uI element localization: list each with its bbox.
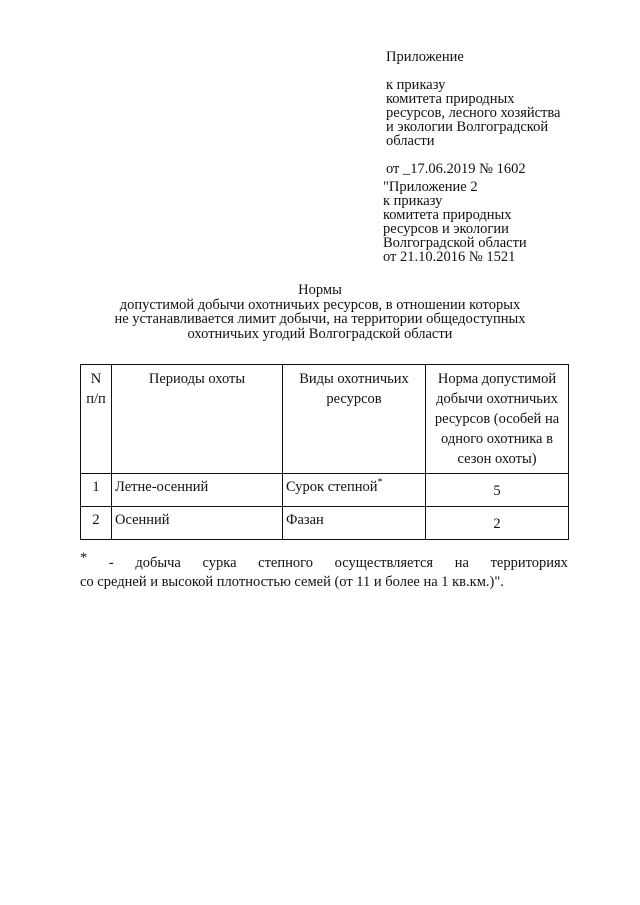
appendix-line: к приказу bbox=[386, 77, 446, 93]
footnote-word: на bbox=[454, 555, 469, 571]
footnote-star: * bbox=[80, 550, 88, 566]
heading-line: не устанавливается лимит добычи, на территории общедоступных bbox=[114, 311, 526, 327]
cell-period: Летне-осенний bbox=[112, 474, 283, 507]
footnote-mark: * bbox=[377, 477, 383, 489]
norms-table bbox=[80, 364, 569, 540]
table-row bbox=[81, 474, 569, 507]
appendix-line: комитета природных bbox=[386, 91, 515, 107]
header-species bbox=[283, 365, 426, 474]
footnote-word: добыча bbox=[135, 555, 181, 571]
appendix2-line: ресурсов и экологии bbox=[383, 221, 509, 237]
header-period bbox=[112, 365, 283, 474]
species-name: Сурок степной bbox=[286, 479, 378, 495]
appendix-line: и экологии Волгоградской bbox=[386, 119, 549, 135]
cell-species bbox=[283, 474, 426, 507]
cell-species bbox=[283, 507, 426, 540]
footnote-word: территориях bbox=[490, 555, 568, 571]
species-name: Фазан bbox=[286, 512, 324, 528]
appendix2-line: комитета природных bbox=[383, 207, 512, 223]
header-period-label: Периоды охоты bbox=[148, 371, 246, 387]
header-num-label: N п/п bbox=[86, 371, 106, 407]
appendix2-line: от 21.10.2016 № 1521 bbox=[383, 249, 516, 265]
table-header-row bbox=[81, 365, 569, 474]
header-norm bbox=[426, 365, 569, 474]
appendix-line: области bbox=[386, 133, 435, 149]
footnote bbox=[80, 550, 568, 592]
appendix-block bbox=[386, 50, 560, 176]
footnote-word: осуществляется bbox=[334, 555, 434, 571]
appendix2-block bbox=[383, 180, 527, 264]
appendix-title: Приложение bbox=[386, 49, 464, 65]
heading-title: Нормы bbox=[298, 282, 342, 298]
heading-line: допустимой добычи охотничьих ресурсов, в отношении которых bbox=[119, 296, 521, 313]
appendix-line: ресурсов, лесного хозяйства bbox=[386, 105, 561, 121]
footnote-word: степного bbox=[258, 555, 313, 571]
appendix2-line: Волгоградской области bbox=[383, 235, 527, 251]
appendix2-line: к приказу bbox=[383, 193, 443, 209]
document-heading bbox=[80, 283, 560, 341]
header-norm-label: Норма допустимой добычи охотничьих ресурсов (особей на одного охотника в сезон охоты) bbox=[434, 371, 560, 467]
appendix2-line: "Приложение 2 bbox=[383, 179, 478, 195]
cell-period: Осенний bbox=[112, 507, 283, 540]
footnote-word: - bbox=[108, 555, 114, 571]
footnote-line-1 bbox=[80, 550, 568, 573]
cell-norm: 2 bbox=[426, 507, 569, 540]
header-num bbox=[81, 365, 112, 474]
heading-line: охотничьих угодий Волгоградской области bbox=[187, 325, 453, 342]
cell-norm: 5 bbox=[426, 474, 569, 507]
footnote-word: сурка bbox=[202, 555, 237, 571]
footnote-line-2: со средней и высокой плотностью семей (от 11 и более на 1 кв.км.)". bbox=[80, 574, 504, 590]
appendix-date-line: от _17.06.2019 № 1602 bbox=[386, 161, 526, 177]
cell-num: 1 bbox=[81, 474, 112, 507]
cell-num: 2 bbox=[81, 507, 112, 540]
table-row bbox=[81, 507, 569, 540]
header-species-label: Виды охотничьих ресурсов bbox=[299, 371, 409, 407]
